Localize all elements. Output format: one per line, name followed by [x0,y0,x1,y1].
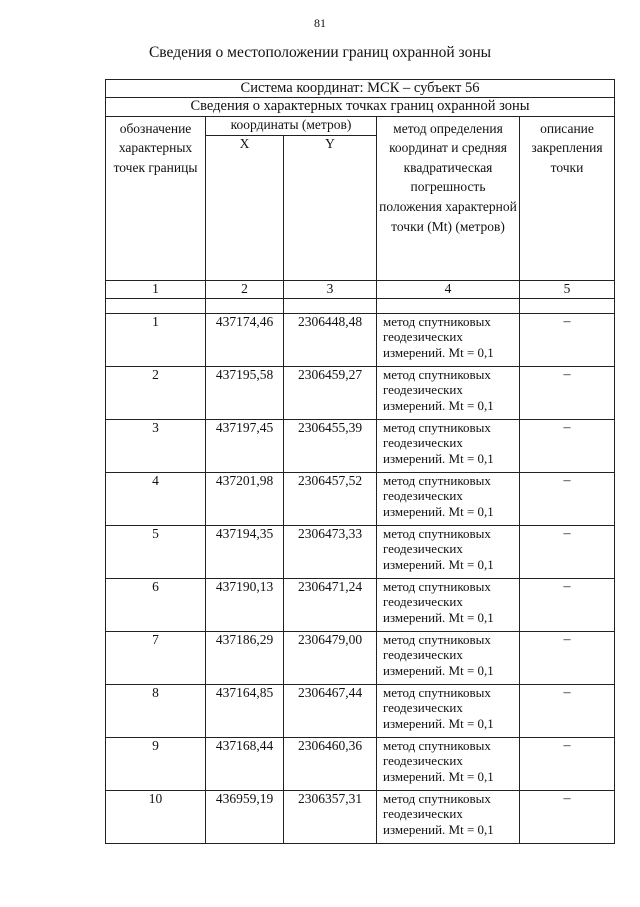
point-number-cell: 5 [106,525,206,578]
x-coordinate-cell: 437168,44 [206,737,284,790]
method-cell: метод спутниковых геодезических измерений. Mt = 0,1 [377,737,520,790]
table-row [106,631,615,684]
page-number: 81 [314,16,326,30]
method-cell: метод спутниковых геодезических измерений. Mt = 0,1 [377,472,520,525]
table-row [106,790,615,843]
method-cell: метод спутниковых геодезических измерений. Mt = 0,1 [377,684,520,737]
header-coordinates: координаты (метров) [206,116,377,135]
method-cell: метод спутниковых геодезических измерений. Mt = 0,1 [377,631,520,684]
y-coordinate-cell: 2306471,24 [284,578,377,631]
table-row [106,472,615,525]
header-designation: обозначение характерных точек границы [106,116,206,280]
table-row [106,419,615,472]
column-number: 3 [284,280,377,298]
y-coordinate-cell: 2306357,31 [284,790,377,843]
x-coordinate-cell: 437201,98 [206,472,284,525]
table-row [106,737,615,790]
table-row [106,684,615,737]
description-cell: – [520,684,615,737]
coordinate-system-cell: Система координат: МСК – субъект 56 [106,80,615,98]
point-number-cell: 3 [106,419,206,472]
method-cell: метод спутниковых геодезических измерений. Mt = 0,1 [377,790,520,843]
column-number: 2 [206,280,284,298]
x-coordinate-cell: 437164,85 [206,684,284,737]
header-description: описание закрепления точки [520,116,615,280]
x-coordinate-cell: 437194,35 [206,525,284,578]
y-coordinate-cell: 2306467,44 [284,684,377,737]
x-coordinate-cell: 437174,46 [206,313,284,366]
point-number-cell: 8 [106,684,206,737]
document-title: Сведения о местоположении границ охранной зоны [148,44,492,61]
boundary-points-table [105,79,615,844]
point-number-cell: 2 [106,366,206,419]
method-cell: метод спутниковых геодезических измерений. Mt = 0,1 [377,525,520,578]
y-coordinate-cell: 2306479,00 [284,631,377,684]
point-number-cell: 10 [106,790,206,843]
table-row [106,525,615,578]
description-cell: – [520,737,615,790]
method-cell: метод спутниковых геодезических измерений. Mt = 0,1 [377,419,520,472]
x-coordinate-cell: 437195,58 [206,366,284,419]
description-cell: – [520,313,615,366]
x-coordinate-cell: 437186,29 [206,631,284,684]
spacer-row [106,298,615,313]
y-coordinate-cell: 2306448,48 [284,313,377,366]
x-coordinate-cell: 437190,13 [206,578,284,631]
table-row [106,578,615,631]
description-cell: – [520,525,615,578]
description-cell: – [520,578,615,631]
description-cell: – [520,631,615,684]
column-number: 1 [106,280,206,298]
table-row [106,366,615,419]
description-cell: – [520,366,615,419]
description-cell: – [520,419,615,472]
method-cell: метод спутниковых геодезических измерений. Mt = 0,1 [377,313,520,366]
x-coordinate-cell: 436959,19 [206,790,284,843]
column-number: 4 [377,280,520,298]
header-y: Y [284,135,377,280]
point-number-cell: 9 [106,737,206,790]
header-method: метод определения координат и средняя квадратическая погрешность положения характерной точки (Mt) (метров) [377,116,520,280]
y-coordinate-cell: 2306460,36 [284,737,377,790]
table-row [106,313,615,366]
description-cell: – [520,790,615,843]
y-coordinate-cell: 2306459,27 [284,366,377,419]
method-cell: метод спутниковых геодезических измерений. Mt = 0,1 [377,366,520,419]
description-cell: – [520,472,615,525]
point-number-cell: 1 [106,313,206,366]
column-number: 5 [520,280,615,298]
point-number-cell: 7 [106,631,206,684]
y-coordinate-cell: 2306455,39 [284,419,377,472]
y-coordinate-cell: 2306457,52 [284,472,377,525]
point-number-cell: 6 [106,578,206,631]
y-coordinate-cell: 2306473,33 [284,525,377,578]
method-cell: метод спутниковых геодезических измерений. Mt = 0,1 [377,578,520,631]
point-number-cell: 4 [106,472,206,525]
header-x: X [206,135,284,280]
table-subtitle-cell: Сведения о характерных точках границ охранной зоны [106,98,615,116]
x-coordinate-cell: 437197,45 [206,419,284,472]
